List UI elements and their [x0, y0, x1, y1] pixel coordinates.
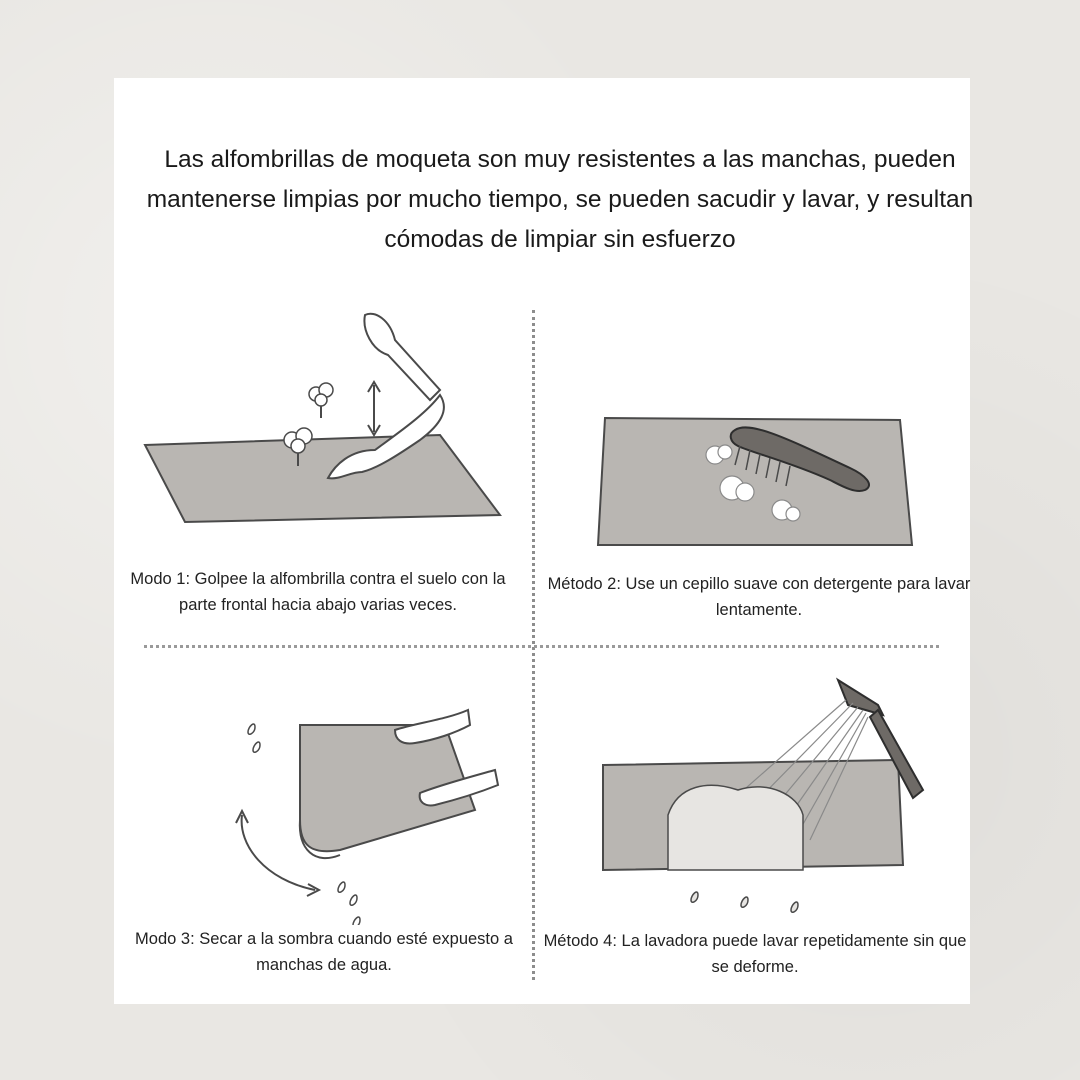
caption-step-1: Modo 1: Golpee la alfombrilla contra el suelo con la parte frontal hacia abajo varias veces. [130, 570, 506, 614]
illustration-brush-mat [590, 410, 920, 550]
illustration-dry-mat [230, 705, 510, 925]
horizontal-divider [144, 645, 939, 648]
illustration-wash-mat [598, 665, 928, 930]
caption-step-2: Método 2: Use un cepillo suave con detergente para lavar lentamente. [547, 575, 971, 619]
illustration-shake-mat [140, 300, 520, 530]
caption-step-4: Método 4: La lavadora puede lavar repetidamente sin que se deforme. [543, 932, 967, 976]
caption-step-3: Modo 3: Secar a la sombra cuando esté expuesto a manchas de agua. [135, 930, 513, 974]
headline: Las alfombrillas de moqueta son muy resistentes a las manchas, pueden mantenerse limpias por mucho tiempo, se pueden sacudir y lavar, y resultan cómodas de limpiar sin esfuerzo [146, 146, 974, 253]
